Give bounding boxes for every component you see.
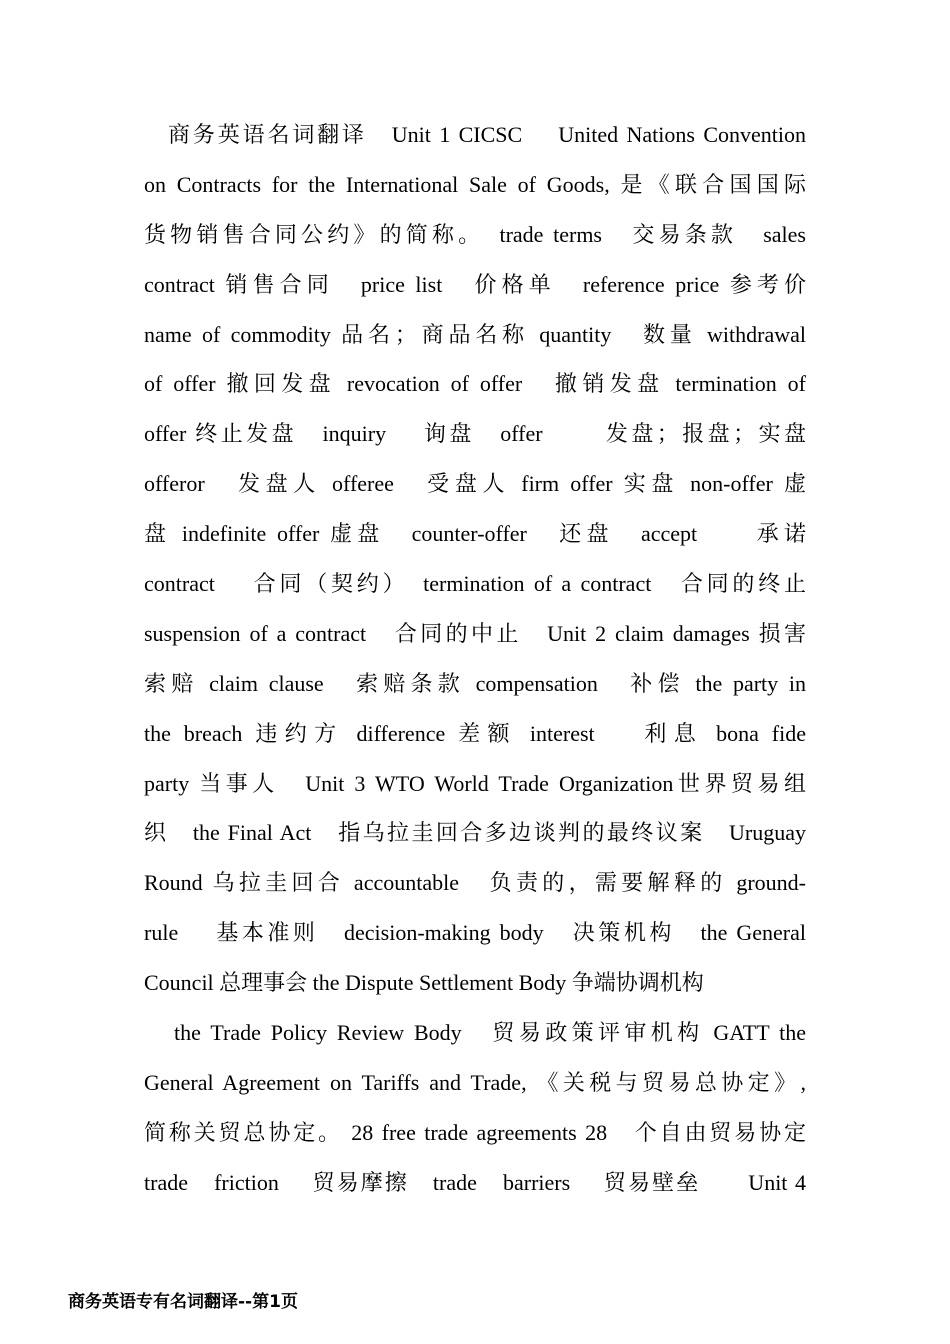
- text-line: contract 销售合同 price list 价格单 reference price 参考价: [144, 271, 806, 297]
- text-line: offer 终止发盘 inquiry 询盘 offer 发盘；报盘；实盘: [144, 421, 806, 447]
- text-line: 商务英语名词翻译 Unit 1 CICSC United Nations Convention: [168, 122, 806, 147]
- text-line: 索赔 claim clause 索赔条款 compensation 补偿 the party in: [144, 670, 806, 696]
- text-line: Council 总理事会 the Dispute Settlement Body 争端协调机构: [144, 970, 704, 996]
- text-line: 盘 indefinite offer 虚盘 counter-offer 还盘 accept 承诺: [144, 521, 806, 547]
- text-line: on Contracts for the International Sale of Goods, 是《联合国国际: [144, 171, 806, 197]
- text-line: the breach 违约方 difference 差额 interest 利息 bona fide: [144, 720, 806, 746]
- text-line: 简称关贸总协定。 28 free trade agreements 28 个自由贸易协定: [144, 1119, 806, 1145]
- text-line: Round 乌拉圭回合 accountable 负责的，需要解释的 ground-: [144, 870, 806, 896]
- text-line: party 当事人 Unit 3 WTO World Trade Organization世界贸易组: [144, 770, 806, 796]
- text-line: 织 the Final Act 指乌拉圭回合多边谈判的最终议案 Uruguay: [144, 820, 806, 846]
- text-line: trade friction 贸易摩擦 trade barriers 贸易壁垒 Unit 4: [144, 1169, 806, 1195]
- text-line: contract 合同（契约） termination of a contract 合同的终止: [144, 571, 806, 597]
- document-body: [144, 110, 806, 1208]
- text-line: rule 基本准则 decision-making body 决策机构 the General: [144, 920, 806, 946]
- text-line: the Trade Policy Review Body 贸易政策评审机构 GATT the: [174, 1020, 806, 1046]
- text-line: of offer 撤回发盘 revocation of offer 撤销发盘 termination of: [144, 371, 806, 397]
- text-line: General Agreement on Tariffs and Trade, 《关税与贸易总协定》,: [144, 1069, 806, 1095]
- text-line: suspension of a contract 合同的中止 Unit 2 claim damages 损害: [144, 620, 806, 646]
- text-line: 货物销售合同公约》的简称。 trade terms 交易条款 sales: [144, 221, 806, 247]
- text-line: offeror 发盘人 offeree 受盘人 firm offer 实盘 non-offer 虚: [144, 471, 806, 497]
- text-line: name of commodity 品名；商品名称 quantity 数量 withdrawal: [144, 321, 806, 347]
- page-footer: 商务英语专有名词翻译--第1页: [68, 1292, 298, 1312]
